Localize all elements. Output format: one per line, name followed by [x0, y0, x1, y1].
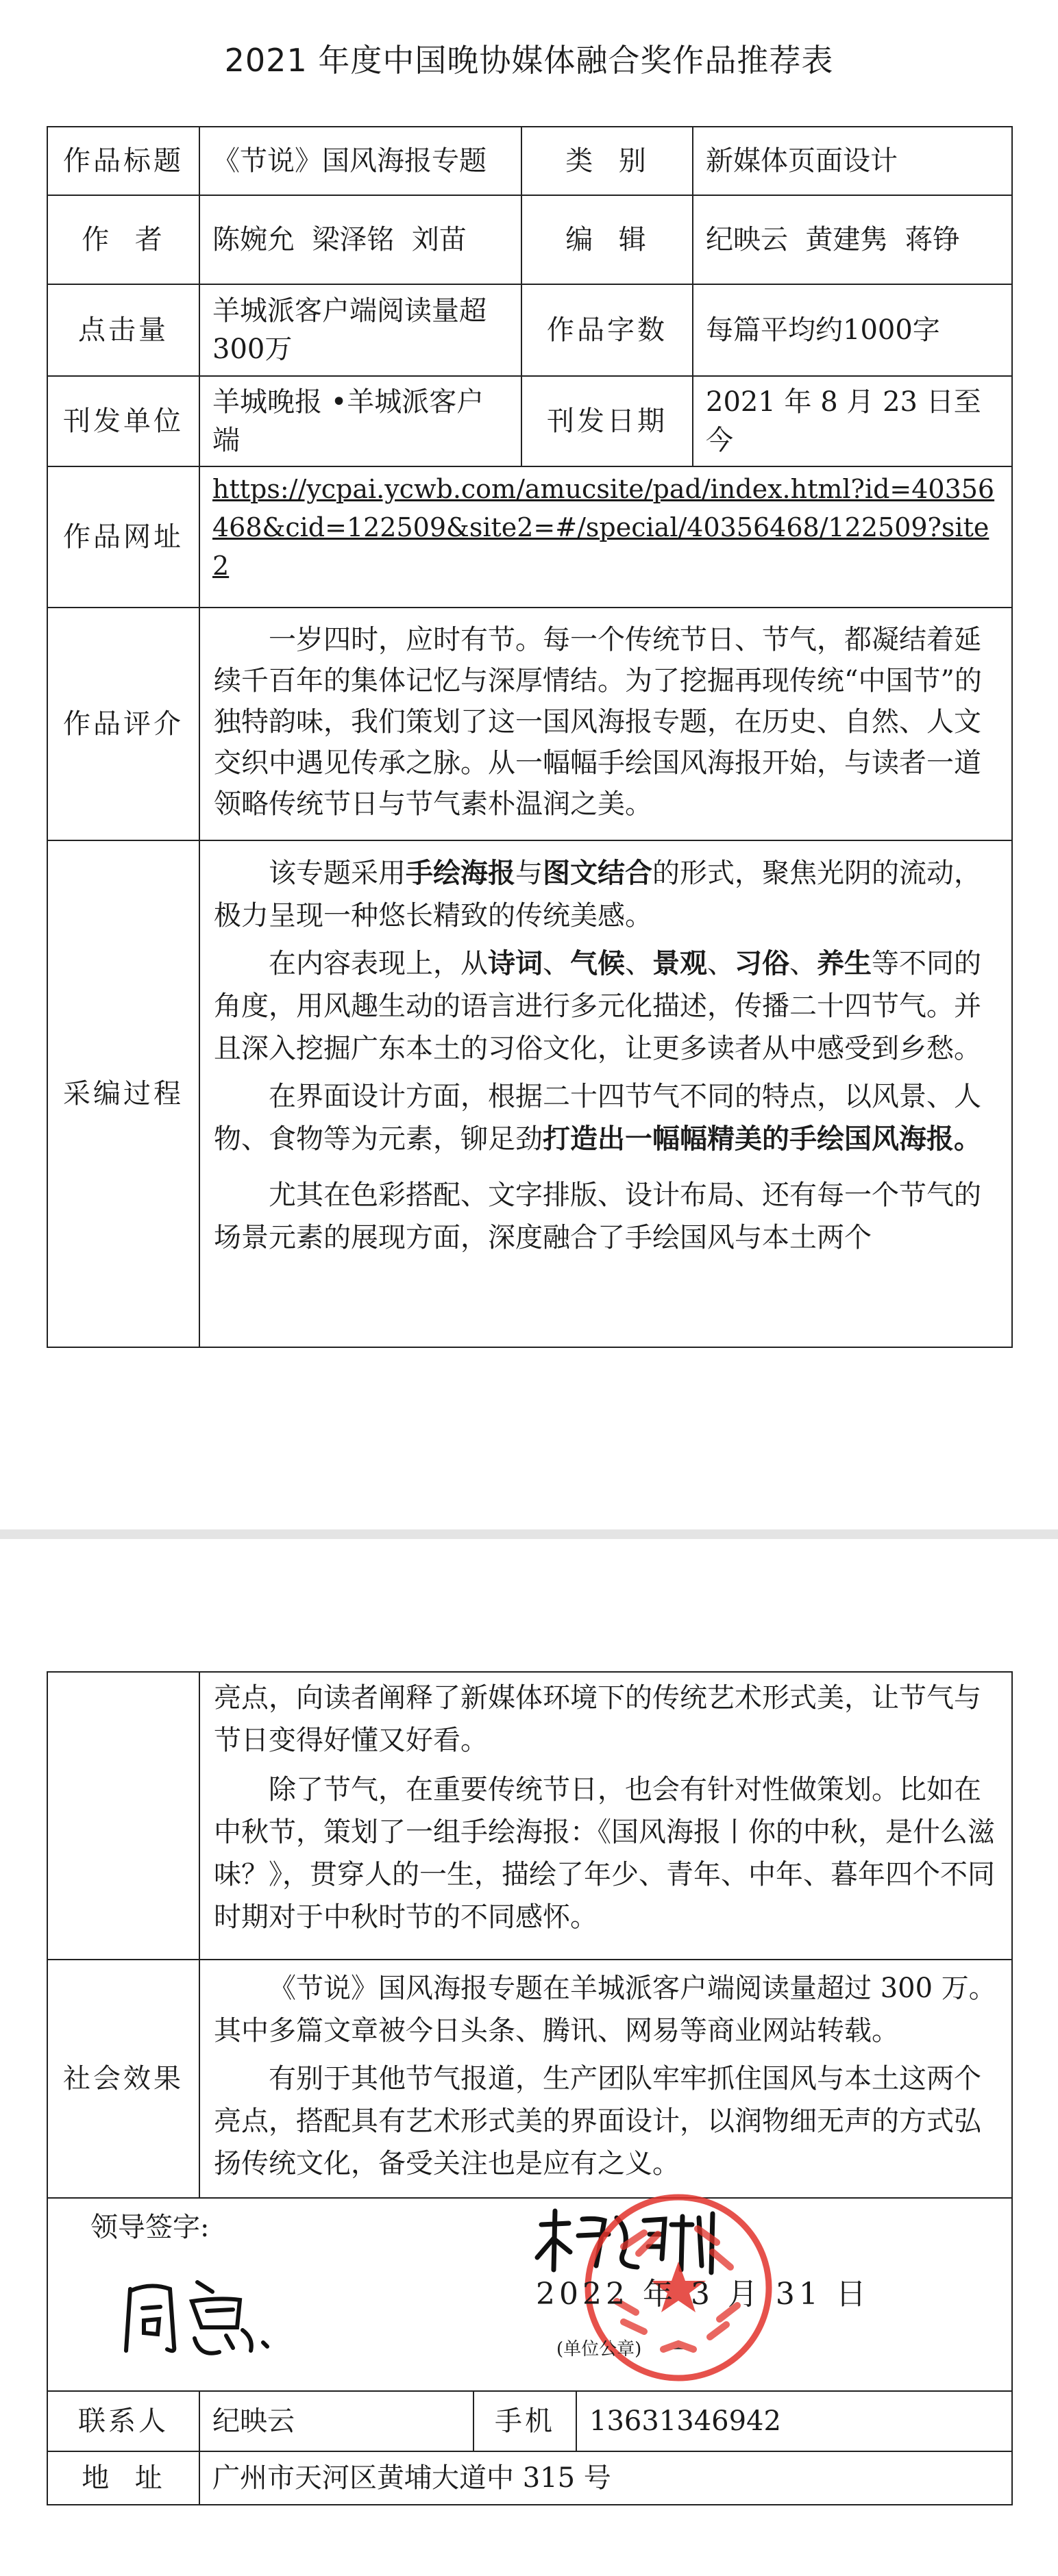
social-paragraph-1: 《节说》国风海报专题在羊城派客户端阅读量超过 300 万。其中多篇文章被今日头条、腾讯、网易等商业网站转载。 — [214, 1973, 996, 2047]
label-evaluation: 作品评介 — [47, 608, 199, 840]
process-paragraph-3: 在界面设计方面，根据二十四节气不同的特点，以风景、人物、食物等为元素，铆足劲打造出一幅幅精美的手绘国风海报。 — [214, 1081, 981, 1155]
page-title: 2021 年度中国晚协媒体融合奖作品推荐表 — [224, 42, 834, 79]
leader-signature — [116, 2262, 315, 2364]
value-work-title: 《节说》国风海报专题 — [199, 127, 521, 195]
label-publisher: 刊发单位 — [47, 376, 199, 466]
label-editor: 编 辑 — [521, 195, 693, 284]
process-paragraph-1: 该专题采用手绘海报与图文结合的形式，聚焦光阴的流动，极力呈现一种悠长精致的传统美感。 — [214, 857, 981, 931]
label-social: 社会效果 — [47, 1960, 199, 2198]
value-clicks: 羊城派客户端阅读量超300万 — [199, 284, 521, 376]
label-word-count: 作品字数 — [521, 284, 693, 376]
signature-area — [47, 2198, 1012, 2391]
label-phone: 手机 — [473, 2391, 576, 2451]
label-author: 作 者 — [47, 195, 199, 284]
value-category: 新媒体页面设计 — [693, 127, 1012, 195]
process-paragraph-5: 除了节气，在重要传统节日，也会有针对性做策划。比如在中秋节，策划了一组手绘海报：《国风海报丨你的中秋，是什么滋味？》，贯穿人的一生，描绘了年少、青年、中年、暮年四个不同时期对于中秋时节的不同感怀。 — [214, 1774, 995, 1933]
value-author: 陈婉允 梁泽铭 刘苗 — [199, 195, 521, 284]
label-pub-date: 刊发日期 — [521, 376, 693, 466]
value-pub-date: 2021 年 8 月 23 日至今 — [693, 376, 1012, 466]
label-url: 作品网址 — [47, 466, 199, 608]
form-table-page2 — [47, 1671, 1013, 2505]
process-paragraph-4-cont: 亮点，向读者阐释了新媒体环境下的传统艺术形式美，让节气与节日变得好懂又好看。 — [214, 1682, 981, 1756]
label-process-cont — [47, 1672, 199, 1960]
social-paragraph-2: 有别于其他节气报道，生产团队牢牢抓住国风与本土这两个亮点，搭配具有艺术形式美的界面设计，以润物细无声的方式弘扬传统文化，备受关注也是应有之义。 — [214, 2063, 981, 2179]
label-process: 采编过程 — [47, 840, 199, 1347]
work-url-link[interactable]: https://ycpai.ycwb.com/amucsite/pad/index.html?id=40356468&cid=122509&site2=#/special/40356468/122509?site2 — [212, 474, 995, 581]
value-editor: 纪映云 黄建隽 蒋铮 — [693, 195, 1012, 284]
sign-date: 2022 年 3 月 31 日 — [536, 2277, 870, 2312]
evaluation-text: 一岁四时，应时有节。每一个传统节日、节气，都凝结着延续千百年的集体记忆与深厚情结。为了挖掘再现传统“中国节”的独特韵味，我们策划了这一国风海报专题，在历史、自然、人文交织中遇见传承之脉。从一幅幅手绘国风海报开始，与读者一道领略传统节日与节气素朴温润之美。 — [214, 624, 982, 820]
label-contact: 联系人 — [47, 2391, 199, 2451]
value-phone: 13631346942 — [576, 2391, 1012, 2451]
process-paragraph-2: 在内容表现上，从诗词、气候、景观、习俗、养生等不同的角度，用风趣生动的语言进行多元化描述，传播二十四节气。并且深入挖掘广东本土的习俗文化，让更多读者从中感受到乡愁。 — [214, 947, 981, 1064]
label-clicks: 点击量 — [47, 284, 199, 376]
unit-stamp-label: (单位公章) — [556, 2339, 642, 2360]
value-address: 广州市天河区黄埔大道中 315 号 — [199, 2451, 1012, 2505]
page-break — [0, 1529, 1058, 1539]
form-table-page1 — [47, 126, 1013, 1348]
value-word-count: 每篇平均约1000字 — [693, 284, 1012, 376]
process-paragraph-4: 尤其在色彩搭配、文字排版、设计布局、还有每一个节气的场景元素的展现方面，深度融合了手绘国风与本土两个 — [214, 1179, 981, 1253]
label-address: 地 址 — [47, 2451, 199, 2505]
value-contact: 纪映云 — [199, 2391, 473, 2451]
leader-sign-label: 领导签字: — [90, 2212, 210, 2243]
label-category: 类 别 — [521, 127, 693, 195]
label-work-title: 作品标题 — [47, 127, 199, 195]
value-publisher: 羊城晚报 •羊城派客户端 — [199, 376, 521, 466]
